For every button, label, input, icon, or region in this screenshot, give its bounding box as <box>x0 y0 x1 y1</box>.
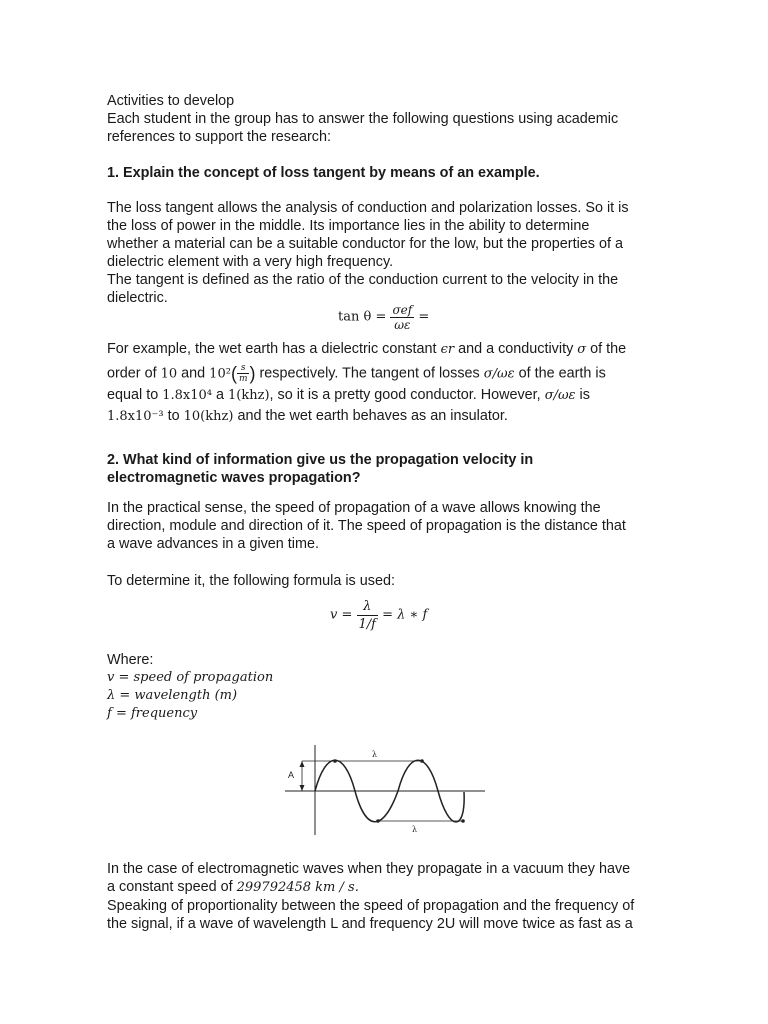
equation-denominator: ωε <box>394 318 411 332</box>
paragraph-line: whether a material can be a suitable conductor for the low, but the properties of a <box>107 236 623 252</box>
text: and a conductivity <box>458 341 574 357</box>
paragraph-line: Speaking of proportionality between the speed of propagation and the frequency of <box>107 898 635 914</box>
unit-fraction <box>237 363 250 384</box>
paragraph-line: a wave advances in a given time. <box>107 536 319 552</box>
paragraph-line: The tangent is defined as the ratio of the conduction current to the velocity in the <box>107 272 619 288</box>
math-value: 1.8x10⁴ <box>162 388 212 403</box>
math-symbol: σ/ωε <box>483 366 515 382</box>
formula-denominator: 1/f <box>358 617 376 632</box>
example-line-4 <box>107 407 667 426</box>
intro-heading: Activities to develop <box>107 93 235 109</box>
wave-point <box>333 759 337 763</box>
math-value: 10(khz) <box>183 409 234 424</box>
text: of the <box>590 341 627 357</box>
formula-rhs: = λ ∗ f <box>382 607 428 623</box>
question-1-title <box>107 164 667 182</box>
equation-rhs: = <box>418 309 430 325</box>
formula-fraction <box>357 598 378 633</box>
paragraph-line <box>107 878 667 897</box>
paren-left: ( <box>230 363 237 384</box>
math-symbol: σ <box>577 342 587 357</box>
definition-velocity: v = speed of propagation <box>107 670 274 685</box>
sine-wave-figure <box>280 740 490 840</box>
equation-fraction <box>390 303 414 332</box>
math-value: 10² <box>209 366 231 382</box>
wavelength-label-top: λ <box>372 750 378 759</box>
text: equal to <box>107 387 159 403</box>
wavelength-label-bottom: λ <box>412 825 418 834</box>
paragraph-line: The loss tangent allows the analysis of conduction and polarization losses. So it is <box>107 200 629 216</box>
velocity-formula <box>330 598 427 633</box>
math-symbol: σ/ωε <box>544 388 576 403</box>
question-2-title-line: electromagnetic waves propagation? <box>107 470 361 486</box>
text: a constant speed of <box>107 879 233 895</box>
where-label: Where: <box>107 652 154 668</box>
paragraph-line: To determine it, the following formula is used: <box>107 573 395 589</box>
intro-line: references to support the research: <box>107 129 331 145</box>
question-2-paragraph <box>107 499 667 553</box>
formula-intro <box>107 572 667 590</box>
amplitude-label: A <box>288 770 295 780</box>
question-2-title <box>107 451 667 487</box>
wave-point <box>376 819 380 823</box>
math-value: 10 <box>160 366 178 382</box>
math-symbol: ϵr <box>440 342 455 357</box>
paragraph-line: direction, module and direction of it. The speed of propagation is the distance that <box>107 518 626 534</box>
formula-numerator: λ <box>357 598 378 616</box>
text: respectively. The tangent of losses <box>259 365 480 382</box>
paragraph-line: In the practical sense, the speed of propagation of a wave allows knowing the <box>107 500 601 516</box>
intro-section <box>107 92 667 146</box>
text: is <box>579 387 590 403</box>
question-1-paragraph <box>107 199 667 307</box>
example-line-3 <box>107 386 667 405</box>
equation-lhs: tan θ = <box>338 309 387 325</box>
wave-point <box>461 819 465 823</box>
example-line-2 <box>107 363 667 384</box>
unit-numerator: s <box>237 363 250 374</box>
equation-numerator: σef <box>392 303 413 317</box>
paren-right: ) <box>249 363 256 384</box>
example-paragraph <box>107 340 667 426</box>
paragraph-line: the loss of power in the middle. Its importance lies in the ability to determine <box>107 218 590 234</box>
example-line-1 <box>107 340 667 359</box>
math-value: 1(khz) <box>228 388 270 403</box>
paragraph-line: the signal, if a wave of wavelength L and frequency 2U will move twice as fast as a <box>107 916 633 932</box>
wave-point <box>420 759 424 763</box>
definition-wavelength: λ = wavelength (m) <box>107 688 238 703</box>
loss-tangent-equation <box>338 303 429 332</box>
speed-of-light-value: 299792458 km / s. <box>236 880 359 895</box>
question-1-title-text: 1. Explain the concept of loss tangent by means of an example. <box>107 165 540 181</box>
amplitude-arrow-head-top <box>300 761 305 767</box>
text: order of <box>107 365 157 382</box>
question-2-title-line: 2. What kind of information give us the propagation velocity in <box>107 452 534 468</box>
unit-denominator: m <box>238 374 248 384</box>
paragraph-line: dielectric. <box>107 290 168 306</box>
amplitude-arrow-head-bottom <box>300 785 305 791</box>
formula-lhs: v = <box>330 607 353 623</box>
definition-frequency: f = frequency <box>107 706 198 721</box>
text: , so it is a pretty good conductor. However, <box>269 387 541 403</box>
intro-line: Each student in the group has to answer the following questions using academic <box>107 111 619 127</box>
paragraph-line: dielectric element with a very high frequency. <box>107 254 394 270</box>
text: to <box>167 408 180 424</box>
paragraph-line: In the case of electromagnetic waves when they propagate in a vacuum they have <box>107 861 631 877</box>
text: For example, the wet earth has a dielectric constant <box>107 341 437 357</box>
text: and the wet earth behaves as an insulator. <box>237 408 508 424</box>
text: and <box>181 365 206 382</box>
where-section <box>107 651 667 723</box>
math-value: 1.8x10⁻³ <box>107 409 164 424</box>
vacuum-paragraph <box>107 860 667 933</box>
text: a <box>215 387 224 403</box>
text: of the earth is <box>518 365 606 382</box>
